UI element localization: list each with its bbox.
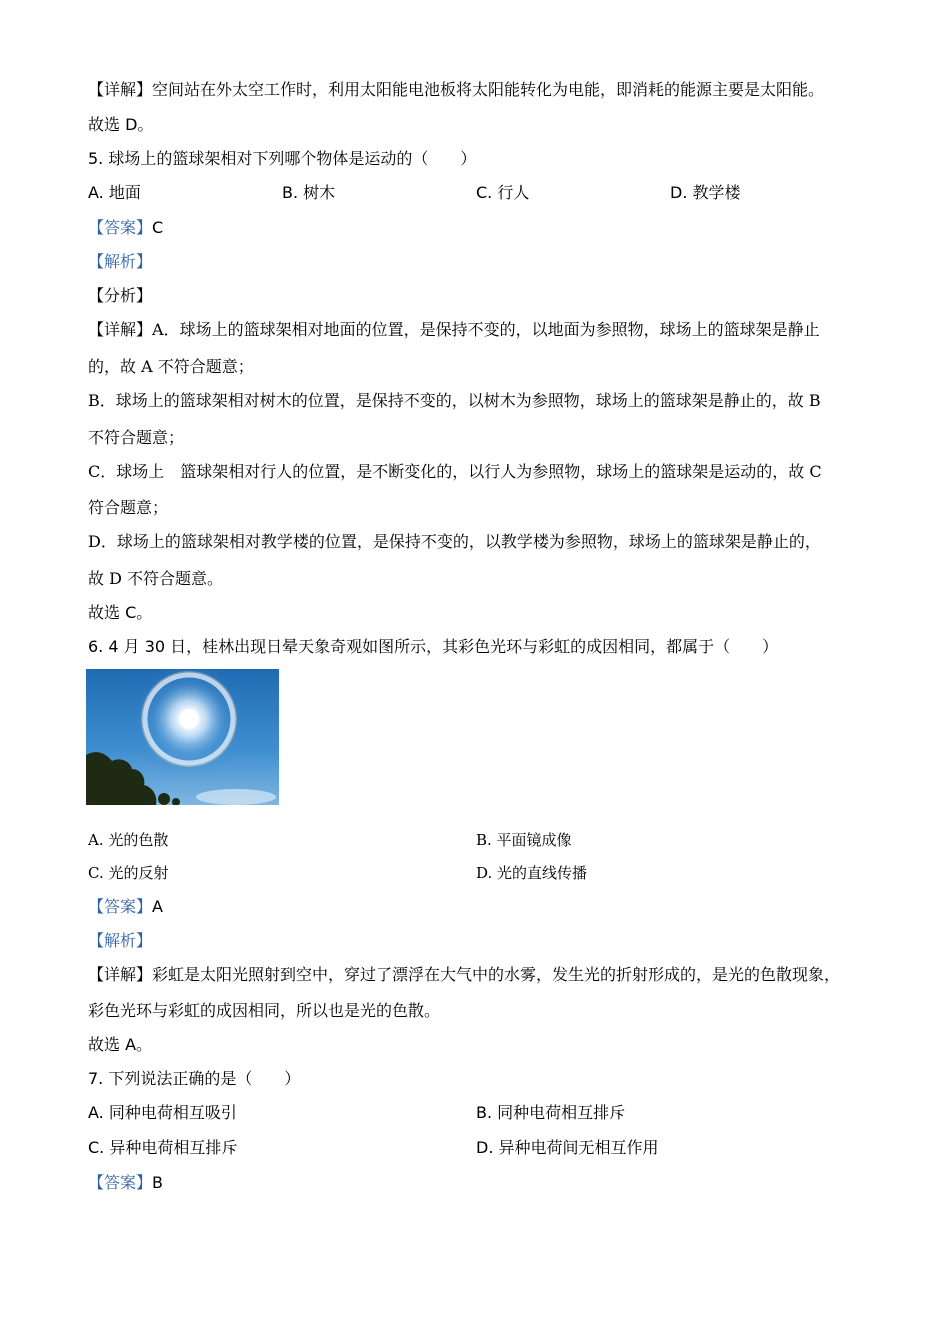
detail-text: A．球场上的篮球架相对地面的位置，是保持不变的，以地面为参照物，球场上的篮球架是静止 (152, 320, 820, 339)
q5-stem: 5. 球场上的篮球架相对下列哪个物体是运动的（ ） (88, 149, 477, 168)
q5-analysis-tag: 【解析】 (88, 252, 153, 271)
q5-detail-line-4: 不符合题意； (88, 428, 185, 447)
q6-option-a[interactable]: A. 光的色散 (88, 831, 169, 849)
detail-tag: 【详解】 (88, 320, 153, 339)
q5-fenxi-tag: 【分析】 (88, 286, 153, 305)
detail-text: 彩虹是太阳光照射到空中，穿过了漂浮在大气中的水雾，发生光的折射形成的，是光的色散现象， (152, 965, 841, 984)
q7-option-b[interactable]: B. 同种电荷相互排斥 (476, 1103, 626, 1122)
answer-value: A (152, 897, 163, 916)
q6-answer (88, 896, 163, 918)
q5-detail-line-7: D．球场上的篮球架相对教学楼的位置，是保持不变的，以教学楼为参照物，球场上的篮球架是静止的， (88, 532, 821, 551)
answer-value: C (152, 218, 164, 237)
q7-option-a[interactable]: A. 同种电荷相互吸引 (88, 1103, 237, 1122)
q6-option-d[interactable]: D. 光的直线传播 (476, 864, 588, 882)
q7-stem: 7. 下列说法正确的是（ ） (88, 1069, 301, 1088)
q6-option-b[interactable]: B. 平面镜成像 (476, 831, 572, 849)
q5-options (88, 182, 888, 204)
q7-options-row-2 (88, 1137, 888, 1159)
answer-tag: 【答案】 (88, 897, 153, 916)
q4-conclusion: 故选 D。 (88, 115, 154, 134)
q6-detail-line-2: 彩色光环与彩虹的成因相同，所以也是光的色散。 (88, 1001, 441, 1020)
sun-halo-photo (86, 669, 279, 805)
q6-stem: 6. 4 月 30 日，桂林出现日晕天象奇观如图所示，其彩色光环与彩虹的成因相同，都属于（ ） (88, 637, 779, 656)
q5-option-b[interactable]: B. 树木 (282, 183, 336, 202)
q5-detail-line-3: B．球场上的篮球架相对树木的位置，是保持不变的，以树木为参照物，球场上的篮球架是静止的，故 B (88, 391, 821, 410)
q6-options-row-2 (88, 862, 888, 884)
q5-option-c[interactable]: C. 行人 (476, 183, 530, 202)
q6-conclusion: 故选 A。 (88, 1035, 153, 1054)
q7-options-row-1 (88, 1102, 888, 1124)
q6-detail-line-1 (88, 964, 840, 986)
detail-text: 空间站在外太空工作时，利用太阳能电池板将太阳能转化为电能，即消耗的能源主要是太阳能。 (152, 80, 825, 99)
q4-detail (88, 79, 824, 101)
answer-tag: 【答案】 (88, 1173, 153, 1192)
q5-option-a[interactable]: A. 地面 (88, 183, 141, 202)
q6-option-c[interactable]: C. 光的反射 (88, 864, 169, 882)
q5-conclusion: 故选 C。 (88, 603, 153, 622)
q5-detail-line-6: 符合题意； (88, 498, 169, 517)
q7-option-c[interactable]: C. 异种电荷相互排斥 (88, 1138, 238, 1157)
q6-options-row-1 (88, 829, 888, 851)
answer-value: B (152, 1173, 163, 1192)
q5-answer (88, 217, 163, 239)
q5-detail-line-2: 的，故 A 不符合题意； (88, 357, 254, 376)
q5-detail-line-5: C．球场上 篮球架相对行人的位置，是不断变化的，以行人为参照物，球场上的篮球架是运动的，故 C (88, 462, 822, 481)
q6-analysis-tag: 【解析】 (88, 931, 153, 950)
answer-tag: 【答案】 (88, 218, 153, 237)
q7-option-d[interactable]: D. 异种电荷间无相互作用 (476, 1138, 659, 1157)
q5-option-d[interactable]: D. 教学楼 (670, 183, 741, 202)
detail-tag: 【详解】 (88, 965, 153, 984)
detail-tag: 【详解】 (88, 80, 153, 99)
q5-detail-line-8: 故 D 不符合题意。 (88, 569, 224, 588)
q5-detail-line-1 (88, 319, 820, 341)
q7-answer (88, 1172, 163, 1194)
